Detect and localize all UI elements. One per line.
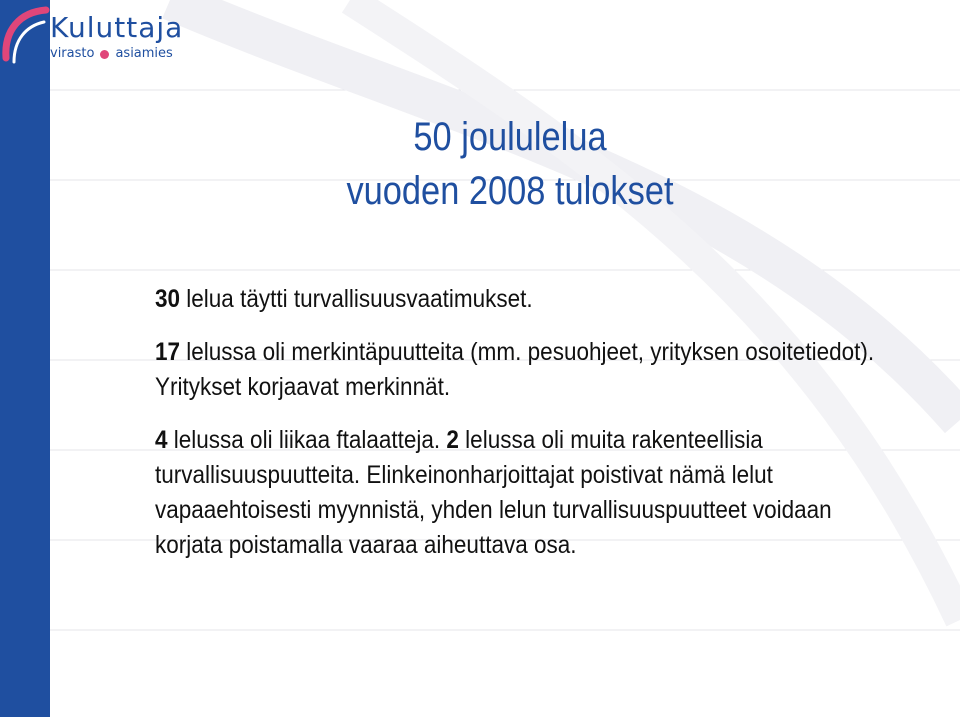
logo-sub-right: asiamies — [115, 46, 173, 61]
count-17: 17 — [155, 338, 181, 366]
page-title — [209, 110, 811, 218]
paragraph-2-text: lelussa oli merkintäpuutteita (mm. pesuohjeet, yrityksen osoitetiedot). Yritykset korjaavat merkinnät. — [155, 338, 875, 401]
logo — [50, 12, 183, 62]
left-blue-bar — [0, 0, 50, 717]
paragraph-3-text-b: lelussa oli muita rakenteellisia turvallisuuspuutteita. Elinkeinonharjoittajat poistivat nämä lelut vapaaehtoisesti myynnistä, yhden lelun turvallisuuspuutteet voidaan korjata poistamalla vaaraa aiheuttava osa. — [155, 426, 832, 559]
logo-sub-left: virasto — [50, 46, 95, 61]
title-line-1: 50 joululelua — [413, 115, 607, 159]
logo-dot-icon — [100, 50, 109, 59]
logo-main-text: Kuluttaja — [50, 11, 184, 44]
logo-subtitle — [50, 46, 183, 62]
paragraph-3-text-a: lelussa oli liikaa ftalaatteja. — [167, 426, 447, 454]
content-body — [155, 282, 893, 581]
count-4: 4 — [155, 426, 168, 454]
title-line-2: vuoden 2008 tulokset — [346, 169, 674, 213]
count-2: 2 — [446, 426, 459, 454]
paragraph-3 — [155, 423, 893, 563]
paragraph-1 — [155, 282, 893, 317]
count-30: 30 — [155, 285, 181, 313]
paragraph-1-text: lelua täytti turvallisuusvaatimukset. — [180, 285, 533, 313]
paragraph-2 — [155, 335, 893, 405]
